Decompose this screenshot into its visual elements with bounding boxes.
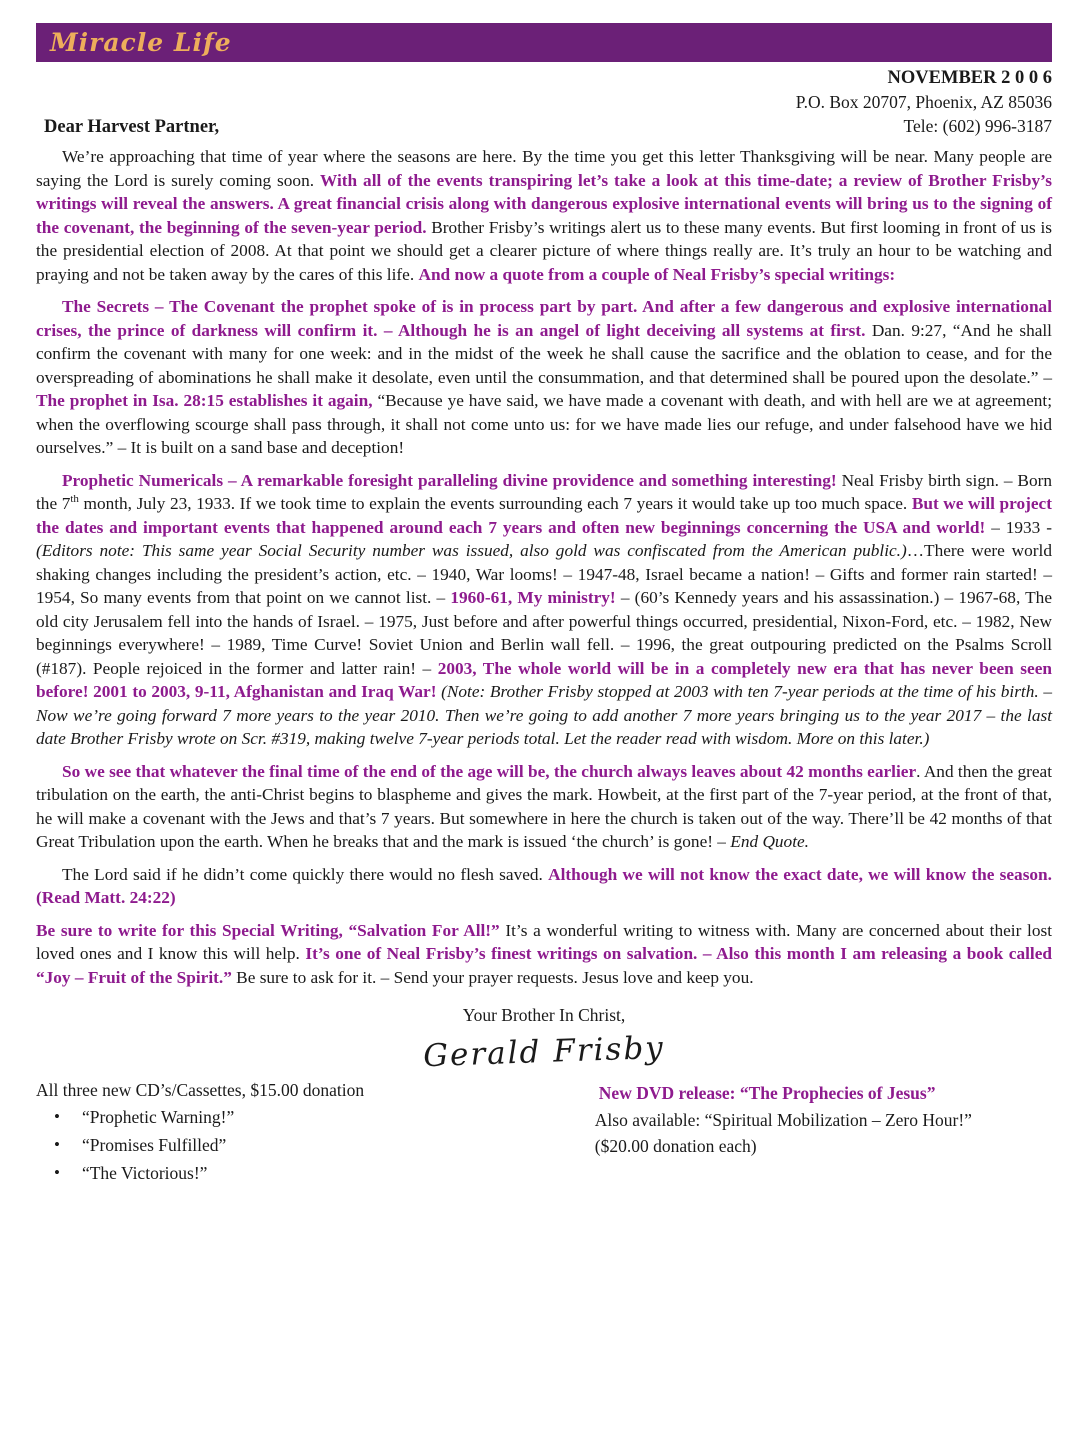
paragraph	[36, 919, 1052, 990]
po-box-address: P.O. Box 20707, Phoenix, AZ 85036	[795, 92, 1052, 113]
dvd-release-heading: New DVD release: “The Prophecies of Jesus”	[598, 1083, 936, 1104]
text-run: But we will project the dates and important events that happened around each 7 years and often new beginnings concerning the USA and world!	[36, 494, 1052, 537]
cd-title-item: • “The Victorious!”	[36, 1163, 595, 1184]
masthead-banner	[36, 23, 1052, 62]
phone-number: Tele: (602) 996-3187	[903, 116, 1052, 137]
text-run: Be sure to write for this Special Writing, “Salvation For All!”	[36, 920, 506, 940]
text-run: The Secrets – The Covenant the prophet spoke of is in process part by part. And after a few dangerous and explosive international crises, the prince of darkness will confirm it. – Although he is an angel of light deceiving all systems at first.	[36, 297, 1052, 340]
paragraph	[36, 145, 1052, 286]
miracle-life-logo: Miracle Life	[50, 28, 232, 57]
text-run: It’s one of Neal Frisby’s finest writings on salvation. – Also this month I am releasing a book called “Joy – Fruit of the Spirit.”	[36, 944, 1052, 987]
text-run: It’s a wonderful writing to witness with. Many are concerned about their lost loved ones and I know this will help.	[36, 920, 1052, 964]
cd-title-list	[36, 1107, 595, 1184]
cd-offer-heading: All three new CD’s/Cassettes, $15.00 donation	[36, 1080, 365, 1101]
text-run: – 1933 -	[991, 517, 1052, 537]
text-run: (Note: Brother Frisby stopped at 2003 with ten 7-year periods at the time of his birth. – Now we’re going forward 7 more years to the year 2010. Then we’re going to add another 7 more years bringing us to the year 2017 – the last date Brother Frisby wrote on Scr. #319, making twelve 7-year periods total. Let the reader read with wisdom. More on this later.)	[36, 682, 1052, 749]
cd-offer-column	[36, 1080, 595, 1191]
text-run: . And then the great tribulation on the earth, the anti-Christ begins to blaspheme and gives the mark. Howbeit, at the first part of the 7-year period, at the front of that, he will make a covenant with the Jews and that’s 7 years. But somewhere in here the church is taken out of the way. There’ll be 42 months of that Great Tribulation upon the earth. When he breaks that and the mark is issued ‘the church’ is gone! –	[36, 761, 1053, 852]
text-run: “Because ye have said, we have made a covenant with death, and with hell are we at agreement; when the overflowing scourge shall pass through, it shall not come unto us: for we have made lies our refuge, and under falsehood have we hid ourselves.” – It is built on a sand base and deception!	[36, 391, 1052, 458]
text-run: And now a quote from a couple of Neal Frisby’s special writings:	[418, 264, 896, 284]
paragraph	[36, 469, 1052, 751]
text-run: Be sure to ask for it. – Send your prayer requests. Jesus love and keep you.	[236, 967, 754, 987]
text-run: – (60’s Kennedy years and his assassination.) – 1967-68, The old city Jerusalem fell into the hands of Israel. – 1975, Just before and after powerful things occurred, presidential, Nixon-Ford, etc. – 1982, New beginnings everywhere! – 1989, Time Curve! Soviet Union and Berlin wall fell. – 1996, the great outpouring predicted on the Psalms Scroll (#187). People rejoiced in the former and latter rain! –	[36, 588, 1052, 678]
text-run: month, July 23, 1933. If we took time to explain the events surrounding each 7 years it would take up too much space.	[78, 494, 912, 514]
cd-title-item: • “Promises Fulfilled”	[36, 1135, 595, 1156]
text-run: Neal Frisby birth sign. – Born the 7	[36, 470, 1052, 514]
text-run: We’re approaching that time of year where the seasons are here. By the time you get this letter Thanksgiving will be near. Many people are saying the Lord is surely coming soon.	[36, 147, 1052, 190]
letter-page	[0, 23, 1088, 1191]
issue-date: NOVEMBER 2 0 0 6	[887, 68, 1052, 88]
paragraph	[36, 863, 1052, 910]
text-run: Brother Frisby’s writings alert us to these many events. But first looming in front of us is the presidential election of 2008. At that point we should get a clearer picture of where things really are. It’s truly an hour to be watching and praying and not be taken away by the cares of this life.	[36, 217, 1052, 284]
text-run: The prophet in Isa. 28:15 establishes it again,	[36, 391, 378, 411]
valediction: Your Brother In Christ,	[462, 1005, 626, 1026]
text-run: The Lord said if he didn’t come quickly there would no flesh saved.	[62, 864, 549, 884]
text-run: 1960-61, My ministry!	[450, 588, 621, 608]
text-run: …There were world shaking changes including the president’s action, etc. – 1940, War looms! – 1947-48, Israel became a nation! – Gifts and former rain started! – 1954, So many events from that point on we cannot list. –	[36, 541, 1053, 608]
salutation: Dear Harvest Partner,	[44, 117, 220, 138]
footer-columns	[36, 1080, 1052, 1191]
text-run: th	[70, 493, 79, 506]
cd-title-item: • “Prophetic Warning!”	[36, 1107, 595, 1128]
text-run: So we see that whatever the final time of the end of the age will be, the church always leaves about 42 months earlier	[62, 761, 917, 781]
paragraph	[36, 295, 1052, 460]
text-run: 2003, The whole world will be in a completely new era that has never been seen before! 2001 to 2003, 9-11, Afghanistan and Iraq War!	[36, 658, 1052, 702]
text-run: Although we will not know the exact date, we will know the season. (Read Matt. 24:22)	[36, 864, 1052, 908]
text-run: Prophetic Numericals – A remarkable foresight paralleling divine providence and something interesting!	[62, 470, 842, 490]
text-run: With all of the events transpiring let’s take a look at this time-date; a review of Brother Frisby’s writings will reveal the answers. A great financial crisis along with dangerous explosive international events will bring us to the signing of the covenant, the beginning of the seven-year period.	[36, 170, 1052, 237]
dvd-donation-note: ($20.00 donation each)	[594, 1135, 757, 1156]
text-run: (Editors note: This same year Social Security number was issued, also gold was confiscated from the American public.)	[36, 541, 907, 561]
dvd-also-available: Also available: “Spiritual Mobilization – Zero Hour!”	[594, 1109, 972, 1130]
dvd-offer-column	[595, 1080, 1052, 1191]
signature: Gerald Frisby	[422, 1030, 666, 1075]
paragraph	[36, 760, 1052, 854]
letter-header	[36, 66, 1052, 139]
header-contact-block	[796, 66, 1052, 139]
text-run: End Quote.	[730, 832, 809, 852]
text-run: Dan. 9:27, “And he shall confirm the covenant with many for one week: and in the midst of the week he shall cause the sacrifice and the oblation to cease, and for the overspreading of abominations he shall make it desolate, even until the consummation, and that determined shall be poured upon the desolate.” –	[36, 320, 1052, 387]
letter-body	[36, 145, 1052, 989]
